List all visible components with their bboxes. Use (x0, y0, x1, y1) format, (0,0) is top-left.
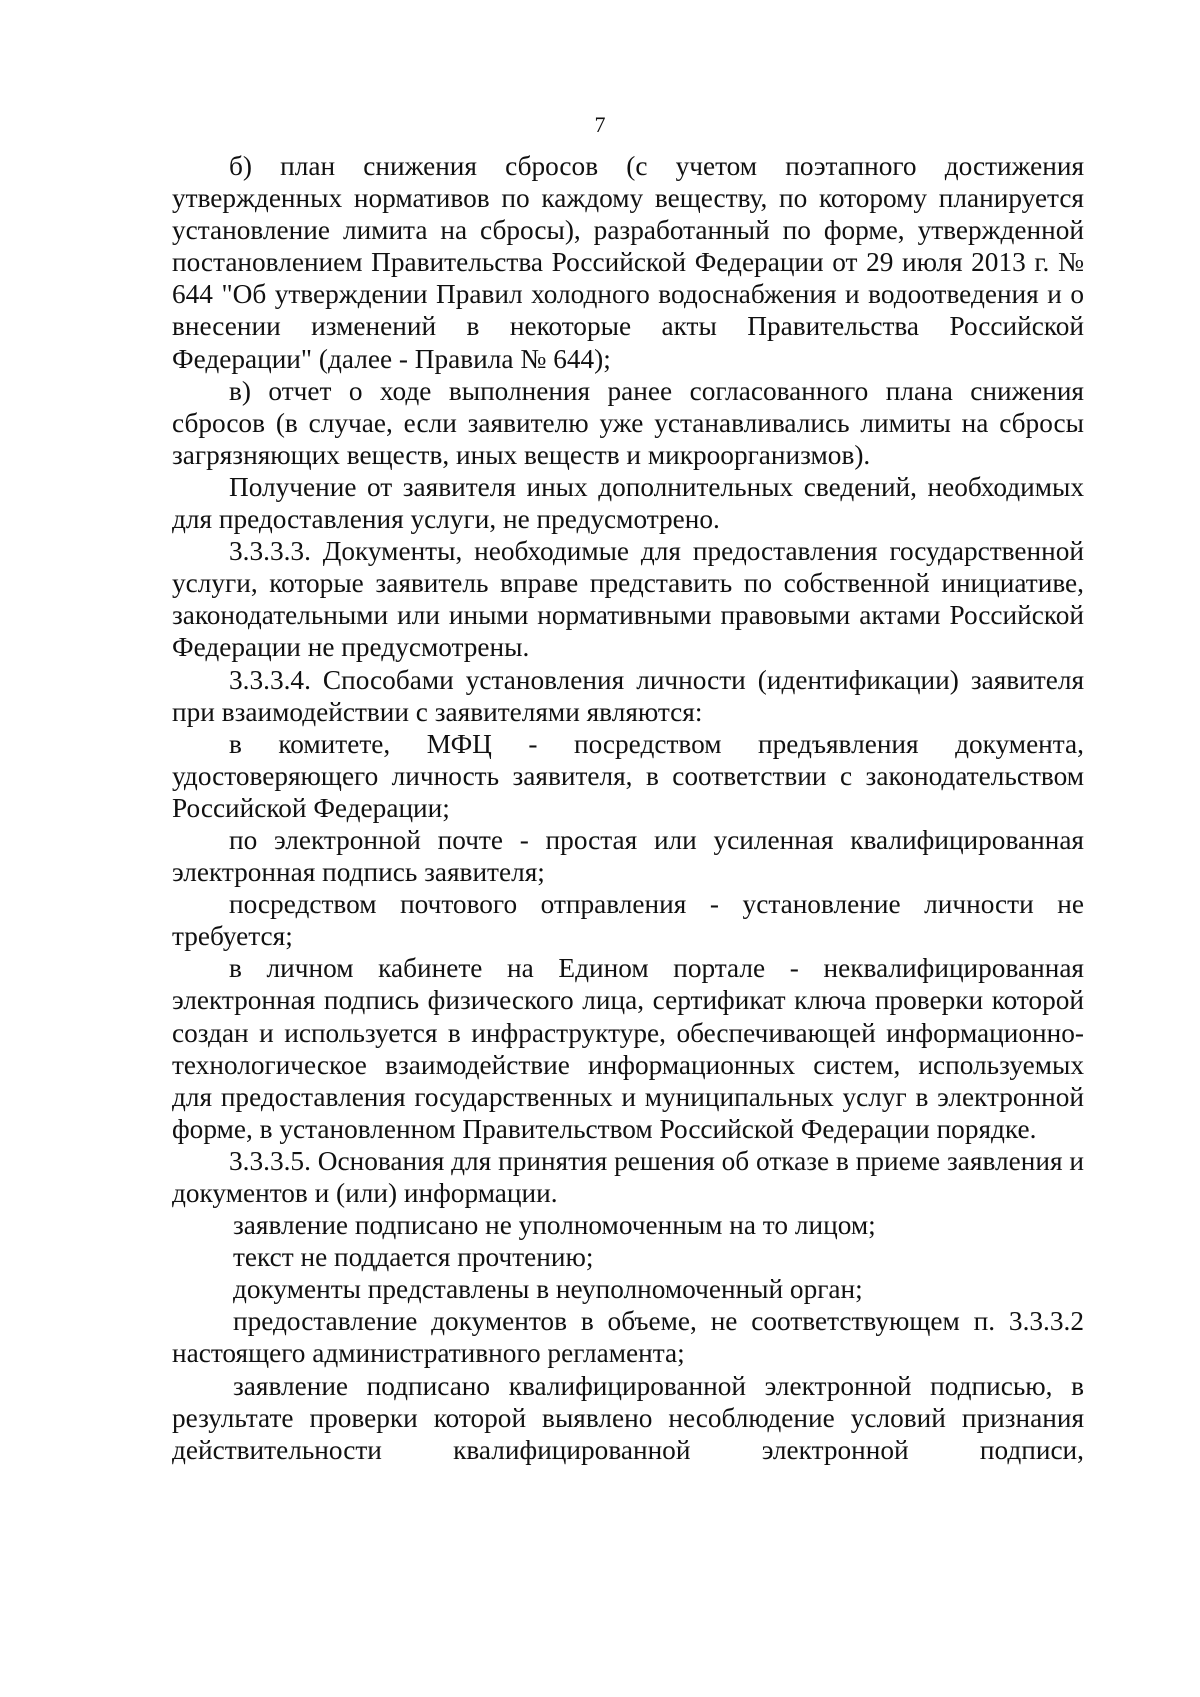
list-item-unauthorized-signature: заявление подписано не уполномоченным на то лицом; (233, 1210, 876, 1241)
list-item-invalid-signature: заявление подписано квалифицированной электронной подписью, в результате проверки которой выявлено несоблюдение условий признания действительности квалифицированной электронной подписи, (172, 1370, 1084, 1465)
paragraph-personal-account: в личном кабинете на Едином портале - неквалифицированная электронная подпись физического лица, сертификат ключа проверки которой создан и используется в инфраструктуре, обеспечивающей информационно-технологическое взаимодействие информационных систем, используемых для предоставления государственных и муниципальных услуг в электронной форме, в установленном Правительством Российской Федерации порядке. (172, 953, 1084, 1144)
document-body (172, 150, 1084, 1466)
page-number: 7 (594, 112, 606, 137)
paragraph-3-3-3-4: 3.3.3.4. Способами установления личности (идентификации) заявителя при взаимодействии с заявителями являются: (172, 664, 1084, 727)
paragraph-email: по электронной почте - простая или усиленная квалифицированная электронная подпись заявителя; (172, 824, 1084, 888)
list-item-incomplete-documents: предоставление документов в объеме, не соответствующем п. 3.3.3.2 настоящего административного регламента; (172, 1306, 1084, 1369)
paragraph-3-3-3-5: 3.3.3.5. Основания для принятия решения об отказе в приеме заявления и документов и (или) информации. (172, 1145, 1084, 1208)
paragraph-committee-mfc: в комитете, МФЦ - посредством предъявления документа, удостоверяющего личность заявителя, в соответствии с законодательством Российской Федерации; (172, 728, 1084, 823)
paragraph-additional-info: Получение от заявителя иных дополнительных сведений, необходимых для предоставления услуги, не предусмотрено. (172, 471, 1084, 535)
list-item-unreadable-text: текст не поддается прочтению; (233, 1242, 594, 1273)
paragraph-3-3-3-3: 3.3.3.3. Документы, необходимые для предоставления государственной услуги, которые заявитель вправе представить по собственной инициативе, законодательными или иными нормативными правовыми актами Российской Федерации не предусмотрены. (172, 536, 1084, 663)
paragraph-postal: посредством почтового отправления - установление личности не требуется; (172, 889, 1084, 952)
list-item-wrong-body: документы представлены в неуполномоченный орган; (233, 1274, 863, 1305)
paragraph-progress-report: в) отчет о ходе выполнения ранее согласованного плана снижения сбросов (в случае, если заявителю уже устанавливались лимиты на сбросы загрязняющих веществ, иных веществ и микроорганизмов). (172, 375, 1084, 470)
paragraph-plan-reduction: б) план снижения сбросов (с учетом поэтапного достижения утвержденных нормативов по каждому веществу, по которому планируется установление лимита на сбросы), разработанный по форме, утвержденной постановлением Правительства Российской Федерации от 29 июля 2013 г. № 644 "Об утверждении Правил холодного водоснабжения и водоотведения и о внесении изменений в некоторые акты Правительства Российской Федерации" (далее - Правила № 644); (172, 151, 1084, 374)
